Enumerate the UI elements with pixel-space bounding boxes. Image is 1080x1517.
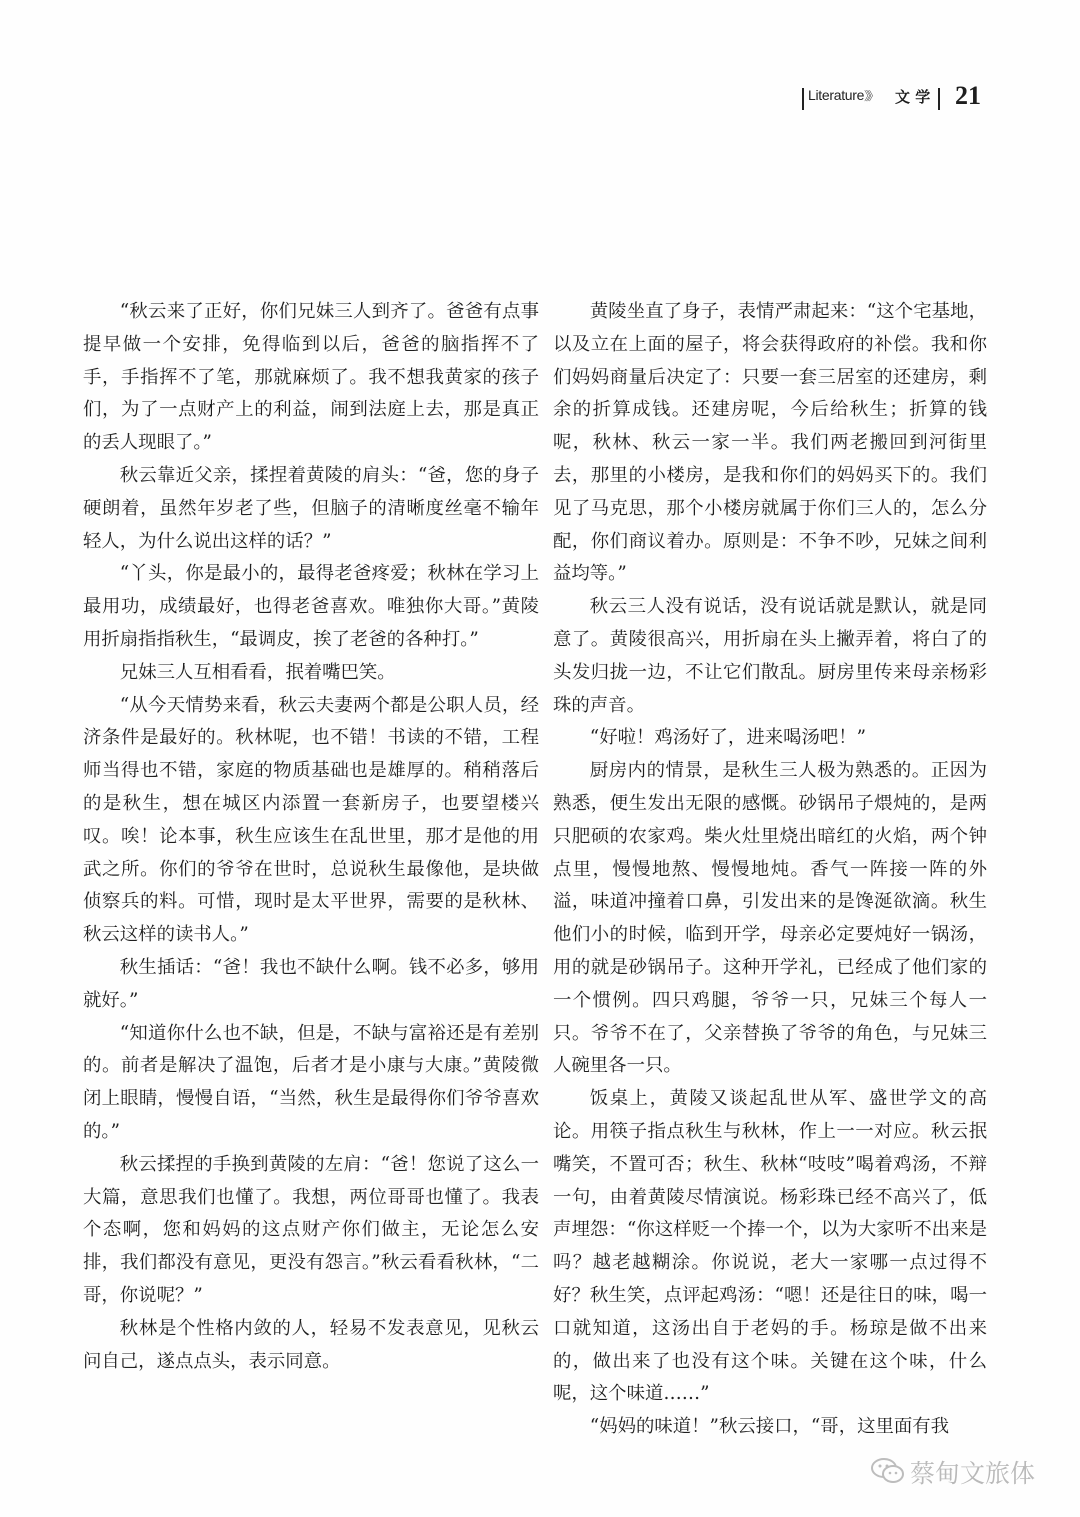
paragraph: 秋生插话：“爸！我也不缺什么啊。钱不必多，够用就好。” xyxy=(83,956,539,1011)
paragraph: 秋云靠近父亲，揉捏着黄陵的肩头：“爸，您的身子硬朗着，虽然年岁老了些，但脑子的清晰度丝毫不输年轻人，为什么说出这样的话？” xyxy=(83,464,539,552)
paragraph: “从今天情势来看，秋云夫妻两个都是公职人员，经济条件是最好的。秋林呢，也不错！书读的不错，工程师当得也不错，家庭的物质基础也是雄厚的。稍稍落后的是秋生，想在城区内添置一套新房子，也要望楼兴叹。唉！论本事，秋生应该生在乱世里，那才是他的用武之所。你们的爷爷在世时，总说秋生最像他，是块做侦察兵的料。可惜，现时是太平世界，需要的是秋林、秋云这样的读书人。” xyxy=(83,694,539,946)
watermark xyxy=(870,1453,1060,1489)
section-label-en: Literature》》 xyxy=(808,87,877,103)
paragraph: “知道你什么也不缺，但是，不缺与富裕还是有差别的。前者是解决了温饱，后者才是小康与大康。”黄陵微闭上眼睛，慢慢自语，“当然，秋生是最得你们爷爷喜欢的。” xyxy=(83,1022,539,1142)
right-column xyxy=(553,296,987,1444)
section-label-cn: 文 学 xyxy=(895,88,931,106)
header-divider-left xyxy=(802,88,804,110)
paragraph: 秋云揉捏的手换到黄陵的左肩：“爸！您说了这么一大篇，意思我们也懂了。我想，两位哥哥也懂了。我表个态啊，您和妈妈的这点财产你们做主，无论怎么安排，我们都没有意见，更没有怨言。”秋云看看秋林，“二哥，你说呢？” xyxy=(83,1153,539,1306)
left-column xyxy=(83,296,539,1378)
watermark-text: 蔡甸文旅体 xyxy=(910,1459,1036,1488)
paragraph: 秋林是个性格内敛的人，轻易不发表意见，见秋云问自己，遂点点头，表示同意。 xyxy=(83,1317,539,1372)
page-number: 21 xyxy=(955,81,981,110)
paragraph: 秋云三人没有说话，没有说话就是默认，就是同意了。黄陵很高兴，用折扇在头上撇弄着，将白了的头发归拢一边，不让它们散乱。厨房里传来母亲杨彩珠的声音。 xyxy=(553,596,987,716)
paragraph: 厨房内的情景，是秋生三人极为熟悉的。正因为熟悉，便生发出无限的感慨。砂锅吊子煨炖的，是两只肥硕的农家鸡。柴火灶里烧出暗红的火焰，两个钟点里，慢慢地熬、慢慢地炖。香气一阵接一阵的外溢，味道冲撞着口鼻，引发出来的是馋涎欲滴。秋生他们小的时候，临到开学，母亲必定要炖好一锅汤，用的就是砂锅吊子。这种开学礼，已经成了他们家的一个惯例。四只鸡腿，爷爷一只，兄妹三个每人一只。爷爷不在了，父亲替换了爷爷的角色，与兄妹三人碗里各一只。 xyxy=(553,760,987,1077)
paragraph: “妈妈的味道！”秋云接口，“哥，这里面有我 xyxy=(589,1416,950,1438)
paragraph: 兄妹三人互相看看，抿着嘴巴笑。 xyxy=(119,661,396,683)
wechat-icon xyxy=(870,1457,906,1485)
double-chevron-icon: 》》 xyxy=(864,89,877,103)
paragraph: 黄陵坐直了身子，表情严肃起来：“这个宅基地，以及立在上面的屋子，将会获得政府的补偿。我和你们妈妈商量后决定了：只要一套三居室的还建房，剩余的折算成钱。还建房呢，今后给秋生；折算的钱呢，秋林、秋云一家一半。我们两老搬回到河街里去，那里的小楼房，是我和你们的妈妈买下的。我们见了马克思，那个小楼房就属于你们三人的，怎么分配，你们商议着办。原则是：不争不吵，兄妹之间利益均等。” xyxy=(553,301,987,585)
page-header xyxy=(800,81,1000,114)
paragraph: “秋云来了正好，你们兄妹三人到齐了。爸爸有点事提早做一个安排，免得临到以后，爸爸的脑指挥不了手，手指挥不了笔，那就麻烦了。我不想我黄家的孩子们，为了一点财产上的利益，闹到法庭上去，那是真正的丢人现眼了。” xyxy=(83,301,539,454)
paragraph: “好啦！鸡汤好了，进来喝汤吧！” xyxy=(589,727,867,749)
paragraph: “丫头，你是最小的，最得老爸疼爱；秋林在学习上最用功，成绩最好，也得老爸喜欢。唯独你大哥。”黄陵用折扇指指秋生，“最调皮，挨了老爸的各种打。” xyxy=(83,563,539,650)
header-divider-right xyxy=(938,88,940,110)
paragraph: 饭桌上，黄陵又谈起乱世从军、盛世学文的高论。用筷子指点秋生与秋林，作上一一对应。秋云抿嘴笑，不置可否；秋生、秋林“吱吱”喝着鸡汤，不辩一句，由着黄陵尽情演说。杨彩珠已经不高兴了，低声埋怨：“你这样贬一个捧一个，以为大家听不出来是吗？越老越糊涂。你说说，老大一家哪一点过得不好？秋生笑，点评起鸡汤：“嗯！还是往日的味，喝一口就知道，这汤出自于老妈的手。杨琼是做不出来的，做出来了也没有这个味。关键在这个味，什么呢，这个味道……” xyxy=(553,1088,987,1405)
